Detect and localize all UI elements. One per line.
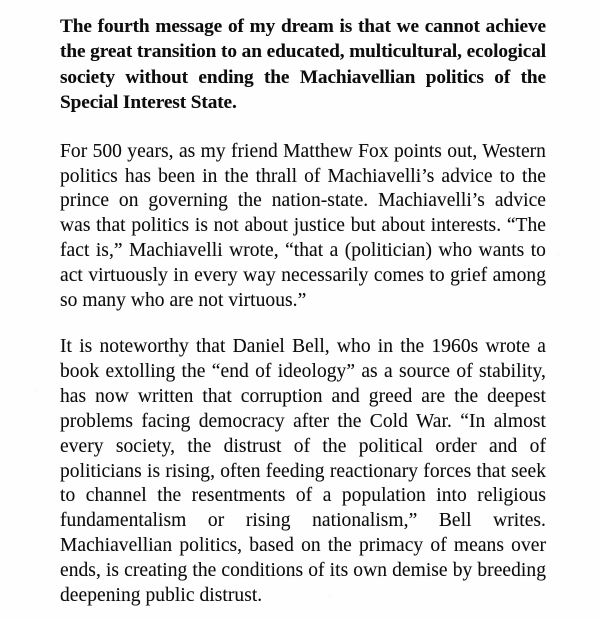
body-paragraph-2: It is noteworthy that Daniel Bell, who in the 1960s wrote a book extolling the “end of ideology” as a source of stability, has now written that corruption and greed are the deepest problems facing democracy after the Cold War. “In almost every society, the distrust of the political order and of politicians is rising, often feeding reactionary forces that seek to channel the resentments of a population into religious fundamentalism or rising nationalism,” Bell writes. Machiavellian politics, based on the primacy of means over ends, is creating the conditions of its own demise by breeding deepening public distrust. (60, 335, 546, 607)
body-paragraph-1: For 500 years, as my friend Matthew Fox points out, Western politics has been in the thrall of Machiavelli’s advice to the prince on governing the nation-state. Machiavelli’s advice was that politics is not about justice but about interests. “The fact is,” Machiavelli wrote, “that a (politician) who wants to act virtuously in every way necessarily comes to grief among so many who are not virtuous.” (60, 140, 546, 312)
text-column (60, 14, 546, 609)
heading-paragraph: The fourth message of my dream is that we cannot achieve the great transition to an educated, multicultural, ecological society without ending the Machiavellian politics of the Special Interest State. (60, 16, 546, 114)
